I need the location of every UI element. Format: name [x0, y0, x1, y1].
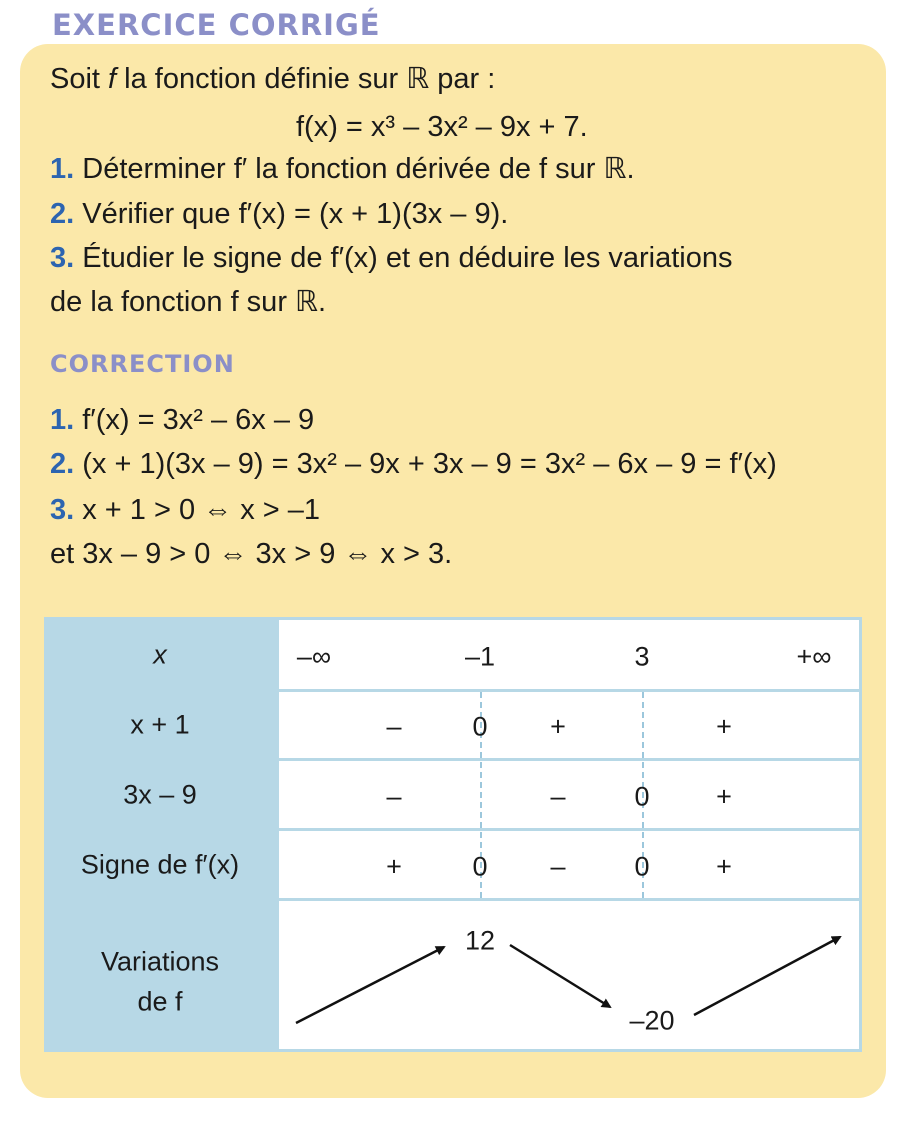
function-formula: f(x) = x³ – 3x² – 9x + 7.: [296, 111, 588, 143]
sign-cell: –: [386, 711, 402, 742]
statement-intro: Soit f la fonction définie sur ℝ par :: [50, 63, 496, 95]
x-value-minus-infinity: –∞: [296, 641, 332, 672]
answer-3-line-2: et 3x – 9 > 0 ⇔ 3x > 9 ⇔ x > 3.: [50, 538, 453, 570]
row-label-sign: Signe de f′(x): [80, 849, 240, 880]
exercise-heading: EXERCICE CORRIGÉ: [52, 8, 381, 42]
variation-table: [44, 617, 862, 1052]
sign-cell: +: [716, 781, 732, 812]
row-label-x: x: [153, 639, 167, 670]
question-1: 1. Déterminer f′ la fonction dérivée de f sur ℝ.: [50, 153, 635, 185]
sign-cell: 0: [634, 781, 650, 812]
sign-cell: 0: [472, 851, 488, 882]
question-3-line-1: 3. Étudier le signe de f′(x) et en déduire les variations: [50, 242, 733, 274]
question-3-line-2: de la fonction f sur ℝ.: [50, 286, 327, 318]
sign-cell: 0: [472, 711, 488, 742]
sign-cell: +: [716, 711, 732, 742]
sign-cell: –: [550, 781, 566, 812]
max-value: 12: [464, 925, 496, 956]
row-label-variations: Variations: [100, 946, 220, 977]
min-value: –20: [629, 1005, 675, 1036]
row-label-3x-minus-9: 3x – 9: [123, 779, 197, 810]
sign-cell: 0: [634, 851, 650, 882]
answer-2: 2. (x + 1)(3x – 9) = 3x² – 9x + 3x – 9 = 3x² – 6x – 9 = f′(x): [50, 448, 777, 480]
increasing-arrow-2: [694, 937, 840, 1015]
sign-cell: +: [386, 851, 402, 882]
sign-cell: +: [716, 851, 732, 882]
x-value-plus-infinity: +∞: [796, 641, 832, 672]
correction-heading: CORRECTION: [50, 350, 235, 378]
sign-cell: –: [550, 851, 566, 882]
sign-cell: –: [386, 781, 402, 812]
sign-cell: +: [550, 711, 566, 742]
question-2: 2. Vérifier que f′(x) = (x + 1)(3x – 9).: [50, 198, 509, 230]
x-value-3: 3: [634, 641, 650, 672]
decreasing-arrow: [510, 945, 610, 1007]
answer-3-line-1: 3. x + 1 > 0 ⇔ x > –1: [50, 494, 321, 526]
answer-1: 1. f′(x) = 3x² – 6x – 9: [50, 404, 315, 436]
increasing-arrow-1: [296, 947, 444, 1023]
row-label-variations-of-f: de f: [137, 986, 183, 1017]
x-value-minus-1: –1: [464, 641, 496, 672]
row-label-x-plus-1: x + 1: [130, 709, 190, 740]
variation-arrows: [44, 617, 862, 1052]
